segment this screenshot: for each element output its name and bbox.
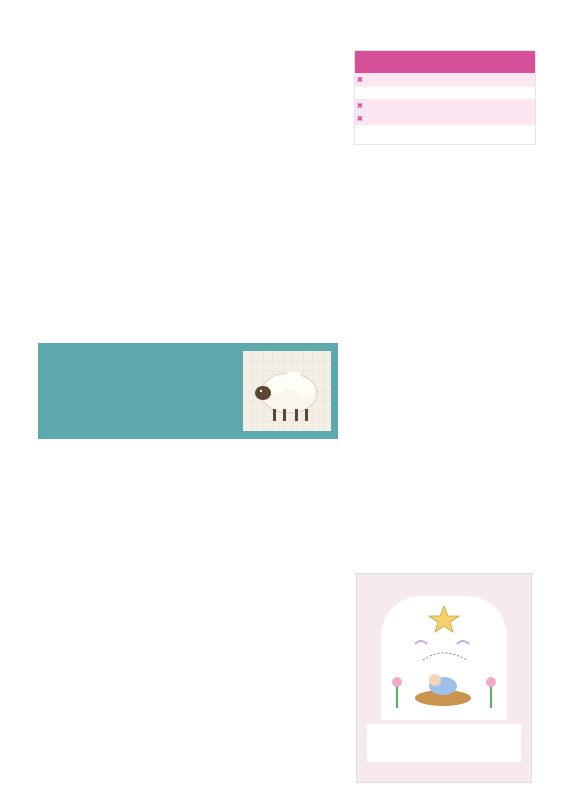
- key-title: [355, 51, 535, 73]
- chart-bottom-star-is-born: [30, 456, 342, 786]
- chart-top-grid: [30, 44, 342, 334]
- cross-stitch-table: [355, 86, 535, 99]
- detail-box: [38, 343, 338, 439]
- chart-top-baby-quilt: [30, 44, 342, 334]
- col-madeira: [463, 87, 499, 100]
- col-dmc: [391, 87, 427, 100]
- chart-bottom-grid: [30, 456, 342, 786]
- section-cross-stitch: [355, 73, 535, 86]
- thread-key-panel: [354, 50, 536, 145]
- col-anchor: [427, 87, 463, 100]
- cross-mark-icon: ✖: [357, 103, 363, 110]
- cross-mark-icon: ✖: [357, 77, 363, 84]
- col-symbol: [355, 87, 391, 100]
- sheep-icon: [243, 351, 331, 431]
- section-backstitch: [355, 99, 535, 112]
- cross-mark-icon: ✖: [357, 116, 363, 123]
- sheep-photo: [243, 351, 331, 431]
- card-artwork: [357, 574, 531, 782]
- finished-card-photo: [356, 573, 532, 783]
- thread-note: [355, 133, 535, 144]
- section-french-knots: [355, 112, 535, 125]
- col-name: [499, 87, 535, 100]
